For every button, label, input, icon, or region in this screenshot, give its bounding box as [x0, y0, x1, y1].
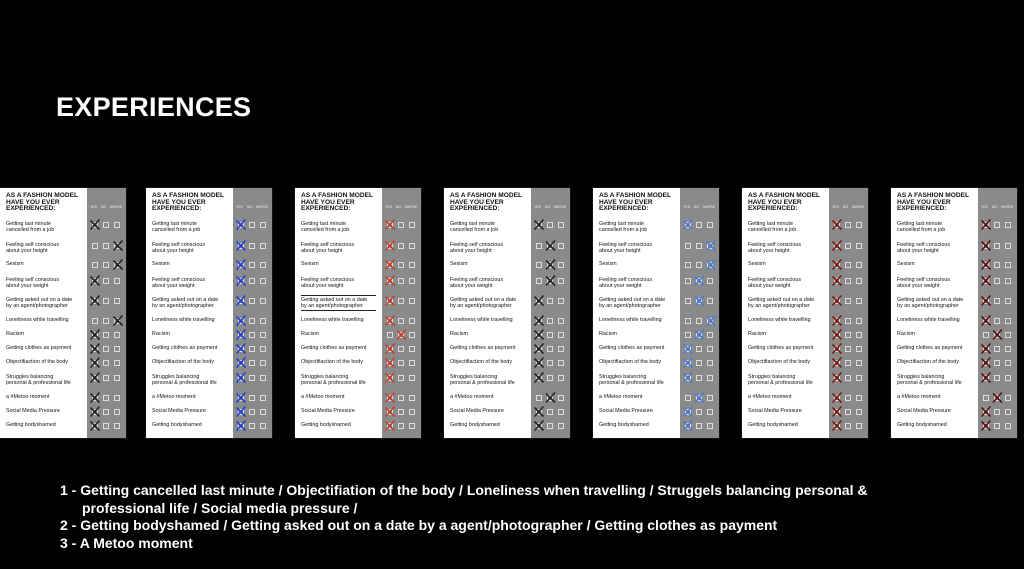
answer-mark	[696, 276, 704, 285]
survey-card	[146, 188, 272, 438]
answer-mark	[237, 421, 245, 430]
question-label: Racism	[152, 331, 170, 337]
answer-marks	[87, 188, 126, 438]
answer-mark	[535, 421, 543, 430]
question-label: Getting clothes as payment	[897, 345, 963, 351]
answer-mark	[684, 407, 692, 416]
answer-mark	[535, 316, 543, 325]
column-label: YES	[831, 205, 839, 209]
page-title: EXPERIENCES	[56, 92, 252, 122]
survey-card	[891, 188, 1017, 438]
answer-mark	[982, 220, 990, 229]
survey-header: AS A FASHION MODEL HAVE YOU EVER EXPERIENCED:	[897, 192, 970, 213]
legend	[60, 482, 867, 552]
answer-mark	[237, 358, 245, 367]
answer-mark	[547, 393, 555, 402]
answer-mark	[982, 241, 990, 250]
question-label: Getting bodyshamed	[301, 422, 351, 428]
answer-mark	[982, 407, 990, 416]
question-label: Feeling self conscious about your height	[897, 242, 951, 255]
question-label: Feeling self conscious about your height	[6, 242, 60, 255]
answer-mark	[237, 260, 245, 269]
answer-mark	[535, 220, 543, 229]
question-label: Struggles balancing personal & professional life	[6, 374, 71, 387]
question-label: Objectifiaction of the body	[301, 359, 364, 365]
question-label: Objectifiaction of the body	[450, 359, 513, 365]
answer-mark	[114, 260, 122, 269]
answer-mark	[386, 358, 394, 367]
column-label: YES	[235, 205, 243, 209]
question-label: Sexism	[152, 261, 170, 267]
answer-mark	[386, 260, 394, 269]
question-label: Getting clothes as payment	[450, 345, 516, 351]
answer-mark	[535, 373, 543, 382]
survey-card	[444, 188, 570, 438]
column-label: MAYBE	[110, 205, 123, 209]
answer-mark	[833, 276, 841, 285]
question-label: Feeling self conscious about your weight	[152, 277, 206, 290]
question-label: Objectifiaction of the body	[897, 359, 960, 365]
question-label: Getting bodyshamed	[450, 422, 500, 428]
answer-mark	[982, 276, 990, 285]
answer-mark	[386, 344, 394, 353]
answer-marks	[680, 188, 719, 438]
answer-mark	[386, 220, 394, 229]
answer-mark	[386, 296, 394, 305]
survey-header: AS A FASHION MODEL HAVE YOU EVER EXPERIENCED:	[301, 192, 374, 213]
question-label: Loneliness while travelling	[301, 317, 364, 323]
answer-mark	[386, 373, 394, 382]
survey-header: AS A FASHION MODEL HAVE YOU EVER EXPERIENCED:	[599, 192, 672, 213]
question-label: Social Media Pressure	[599, 408, 653, 414]
question-label: Social Media Pressure	[897, 408, 951, 414]
question-label: Getting bodyshamed	[152, 422, 202, 428]
question-label: Loneliness while travelling	[450, 317, 513, 323]
question-label: Getting clothes as payment	[748, 345, 814, 351]
question-label: Getting bodyshamed	[6, 422, 56, 428]
question-label: Getting clothes as payment	[301, 345, 367, 351]
column-label: YES	[89, 205, 97, 209]
answer-mark	[994, 330, 1002, 339]
column-label: YES	[533, 205, 541, 209]
question-label: Getting last minute cancelled from a job	[450, 221, 499, 234]
question-label: Sexism	[6, 261, 24, 267]
answer-mark	[237, 316, 245, 325]
question-label: a #Metoo moment	[599, 394, 643, 400]
answer-mark	[237, 373, 245, 382]
answer-mark	[237, 393, 245, 402]
question-label: Getting asked out on a date by an agent/photographer	[897, 297, 964, 310]
question-label: Feeling self conscious about your height	[450, 242, 504, 255]
legend-line-1: 1 - Getting cancelled last minute / Objectifiation of the body / Loneliness when travelling / Struggels balancing personal &	[60, 482, 868, 498]
survey-card	[742, 188, 868, 438]
survey-header: AS A FASHION MODEL HAVE YOU EVER EXPERIENCED:	[748, 192, 821, 213]
answer-mark	[982, 344, 990, 353]
answer-mark	[237, 344, 245, 353]
answer-mark	[386, 393, 394, 402]
question-label: Getting asked out on a date by an agent/photographer	[152, 297, 219, 310]
question-label: a #Metoo moment	[301, 394, 345, 400]
answer-mark	[535, 330, 543, 339]
question-label: Struggles balancing personal & professional life	[599, 374, 664, 387]
answer-mark	[833, 241, 841, 250]
answer-mark	[237, 220, 245, 229]
answer-mark	[833, 260, 841, 269]
question-label: Feeling self conscious about your height	[599, 242, 653, 255]
answer-mark	[386, 421, 394, 430]
question-label: Objectifiaction of the body	[152, 359, 215, 365]
question-label: Struggles balancing personal & professional life	[748, 374, 813, 387]
question-label: Racism	[6, 331, 24, 337]
column-label: MAYBE	[405, 205, 418, 209]
question-label: a #Metoo moment	[6, 394, 50, 400]
question-label: Getting clothes as payment	[6, 345, 72, 351]
answer-mark	[386, 276, 394, 285]
column-label: YES	[682, 205, 690, 209]
answer-mark	[237, 276, 245, 285]
answer-mark	[982, 296, 990, 305]
question-label: Loneliness while travelling	[6, 317, 69, 323]
answer-mark	[696, 296, 704, 305]
question-label: Racism	[450, 331, 468, 337]
question-label: Getting last minute cancelled from a job	[748, 221, 797, 234]
question-label: Getting last minute cancelled from a job	[599, 221, 648, 234]
question-label: Sexism	[599, 261, 617, 267]
question-label: Objectifiaction of the body	[748, 359, 811, 365]
answer-mark	[684, 421, 692, 430]
answer-mark	[91, 421, 99, 430]
question-label: Sexism	[897, 261, 915, 267]
survey-header: AS A FASHION MODEL HAVE YOU EVER EXPERIENCED:	[6, 192, 79, 213]
column-label: YES	[384, 205, 392, 209]
answer-mark	[547, 260, 555, 269]
answer-mark	[91, 393, 99, 402]
question-label: Sexism	[748, 261, 766, 267]
survey-card	[593, 188, 719, 438]
column-label: MAYBE	[852, 205, 865, 209]
question-label: a #Metoo moment	[450, 394, 494, 400]
survey-header: AS A FASHION MODEL HAVE YOU EVER EXPERIENCED:	[152, 192, 225, 213]
question-label: Struggles balancing personal & professional life	[450, 374, 515, 387]
answer-mark	[114, 241, 122, 250]
question-label: Struggles balancing personal & professional life	[301, 374, 366, 387]
answer-mark	[535, 358, 543, 367]
column-label: MAYBE	[703, 205, 716, 209]
answer-mark	[237, 296, 245, 305]
question-label: Loneliness while travelling	[152, 317, 215, 323]
answer-mark	[386, 316, 394, 325]
answer-mark	[91, 344, 99, 353]
answer-marks	[531, 188, 570, 438]
answer-mark	[833, 296, 841, 305]
answer-mark	[982, 316, 990, 325]
column-label: NO	[991, 205, 998, 209]
question-label: Getting last minute cancelled from a job	[301, 221, 350, 234]
question-label: Feeling self conscious about your weight	[599, 277, 653, 290]
answer-mark	[982, 260, 990, 269]
question-label: Racism	[748, 331, 766, 337]
answer-mark	[237, 407, 245, 416]
answer-mark	[982, 421, 990, 430]
question-label: Getting asked out on a date by an agent/photographer	[748, 297, 815, 310]
question-label: Struggles balancing personal & professional life	[152, 374, 217, 387]
column-label: NO	[842, 205, 849, 209]
answer-mark	[91, 276, 99, 285]
answer-mark	[707, 241, 715, 250]
question-label: a #Metoo moment	[897, 394, 941, 400]
answer-mark	[91, 220, 99, 229]
question-label: Getting clothes as payment	[599, 345, 665, 351]
question-label: Loneliness while travelling	[897, 317, 960, 323]
question-label: Feeling self conscious about your weight	[6, 277, 60, 290]
answer-mark	[833, 358, 841, 367]
answer-mark	[386, 407, 394, 416]
question-label: Getting last minute cancelled from a job	[897, 221, 946, 234]
survey-header: AS A FASHION MODEL HAVE YOU EVER EXPERIENCED:	[450, 192, 523, 213]
column-label: MAYBE	[554, 205, 567, 209]
column-label: MAYBE	[256, 205, 269, 209]
question-label: Getting asked out on a date by an agent/photographer	[599, 297, 666, 310]
column-label: NO	[395, 205, 402, 209]
column-label: NO	[246, 205, 253, 209]
answer-mark	[237, 330, 245, 339]
answer-mark	[547, 241, 555, 250]
answer-marks	[233, 188, 272, 438]
question-label: Feeling self conscious about your height	[301, 242, 355, 255]
question-label: Racism	[301, 331, 319, 337]
answer-mark	[398, 330, 406, 339]
question-label: Getting last minute cancelled from a job	[152, 221, 201, 234]
question-label: Objectifiaction of the body	[599, 359, 662, 365]
question-label: Social Media Pressure	[6, 408, 60, 414]
question-label: Loneliness while travelling	[599, 317, 662, 323]
answer-mark	[696, 330, 704, 339]
answer-marks	[978, 188, 1017, 438]
answer-mark	[91, 358, 99, 367]
answer-mark	[982, 373, 990, 382]
question-label: Loneliness while travelling	[748, 317, 811, 323]
answer-mark	[833, 407, 841, 416]
answer-mark	[833, 316, 841, 325]
answer-mark	[833, 421, 841, 430]
question-label: Getting bodyshamed	[897, 422, 947, 428]
answer-mark	[696, 393, 704, 402]
column-label: NO	[544, 205, 551, 209]
answer-mark	[535, 296, 543, 305]
question-label: Struggles balancing personal & professional life	[897, 374, 962, 387]
question-label: Social Media Pressure	[301, 408, 355, 414]
answer-mark	[833, 330, 841, 339]
answer-mark	[833, 344, 841, 353]
question-label: Sexism	[450, 261, 468, 267]
column-label: NO	[693, 205, 700, 209]
answer-mark	[547, 276, 555, 285]
answer-mark	[684, 358, 692, 367]
answer-mark	[91, 373, 99, 382]
answer-mark	[982, 358, 990, 367]
question-label: Getting asked out on a date by an agent/photographer	[450, 297, 517, 310]
question-label: Feeling self conscious about your weight	[897, 277, 951, 290]
answer-mark	[386, 241, 394, 250]
question-label: Social Media Pressure	[748, 408, 802, 414]
answer-mark	[833, 393, 841, 402]
answer-mark	[994, 393, 1002, 402]
answer-marks	[829, 188, 868, 438]
question-label: Getting bodyshamed	[748, 422, 798, 428]
legend-line-1-continued: professional life / Social media pressure /	[82, 499, 358, 516]
answer-mark	[91, 407, 99, 416]
question-label: Getting bodyshamed	[599, 422, 649, 428]
question-label: Getting asked out on a date by an agent/photographer	[6, 297, 73, 310]
answer-mark	[833, 373, 841, 382]
question-label: a #Metoo moment	[152, 394, 196, 400]
answer-mark	[684, 344, 692, 353]
answer-mark	[707, 316, 715, 325]
divider	[301, 310, 376, 311]
question-label: Racism	[897, 331, 915, 337]
question-label: Feeling self conscious about your weight	[450, 277, 504, 290]
survey-card	[0, 188, 126, 438]
question-label: Feeling self conscious about your height	[748, 242, 802, 255]
question-label: Racism	[599, 331, 617, 337]
answer-mark	[237, 241, 245, 250]
question-label: Sexism	[301, 261, 319, 267]
question-label: Getting last minute cancelled from a job	[6, 221, 55, 234]
question-label: Objectifiaction of the body	[6, 359, 69, 365]
answer-mark	[114, 316, 122, 325]
answer-mark	[684, 220, 692, 229]
answer-mark	[707, 260, 715, 269]
legend-line-2: 2 - Getting bodyshamed / Getting asked out on a date by a agent/photographer / Getting clothes as payment	[60, 517, 778, 533]
answer-mark	[535, 344, 543, 353]
question-label: a #Metoo moment	[748, 394, 792, 400]
answer-mark	[535, 407, 543, 416]
question-label: Feeling self conscious about your weight	[301, 277, 355, 290]
answer-mark	[833, 220, 841, 229]
survey-card	[295, 188, 421, 438]
column-label: YES	[980, 205, 988, 209]
answer-mark	[684, 373, 692, 382]
question-label: Feeling self conscious about your height	[152, 242, 206, 255]
question-label: Getting clothes as payment	[152, 345, 218, 351]
column-label: NO	[100, 205, 107, 209]
question-label: Getting asked out on a date by an agent/photographer	[301, 297, 368, 310]
question-label: Social Media Pressure	[450, 408, 504, 414]
column-label: MAYBE	[1001, 205, 1014, 209]
answer-marks	[382, 188, 421, 438]
answer-mark	[91, 296, 99, 305]
question-label: Social Media Pressure	[152, 408, 206, 414]
legend-line-3: 3 - A Metoo moment	[60, 534, 193, 551]
divider	[301, 295, 376, 296]
question-label: Feeling self conscious about your weight	[748, 277, 802, 290]
answer-mark	[91, 330, 99, 339]
